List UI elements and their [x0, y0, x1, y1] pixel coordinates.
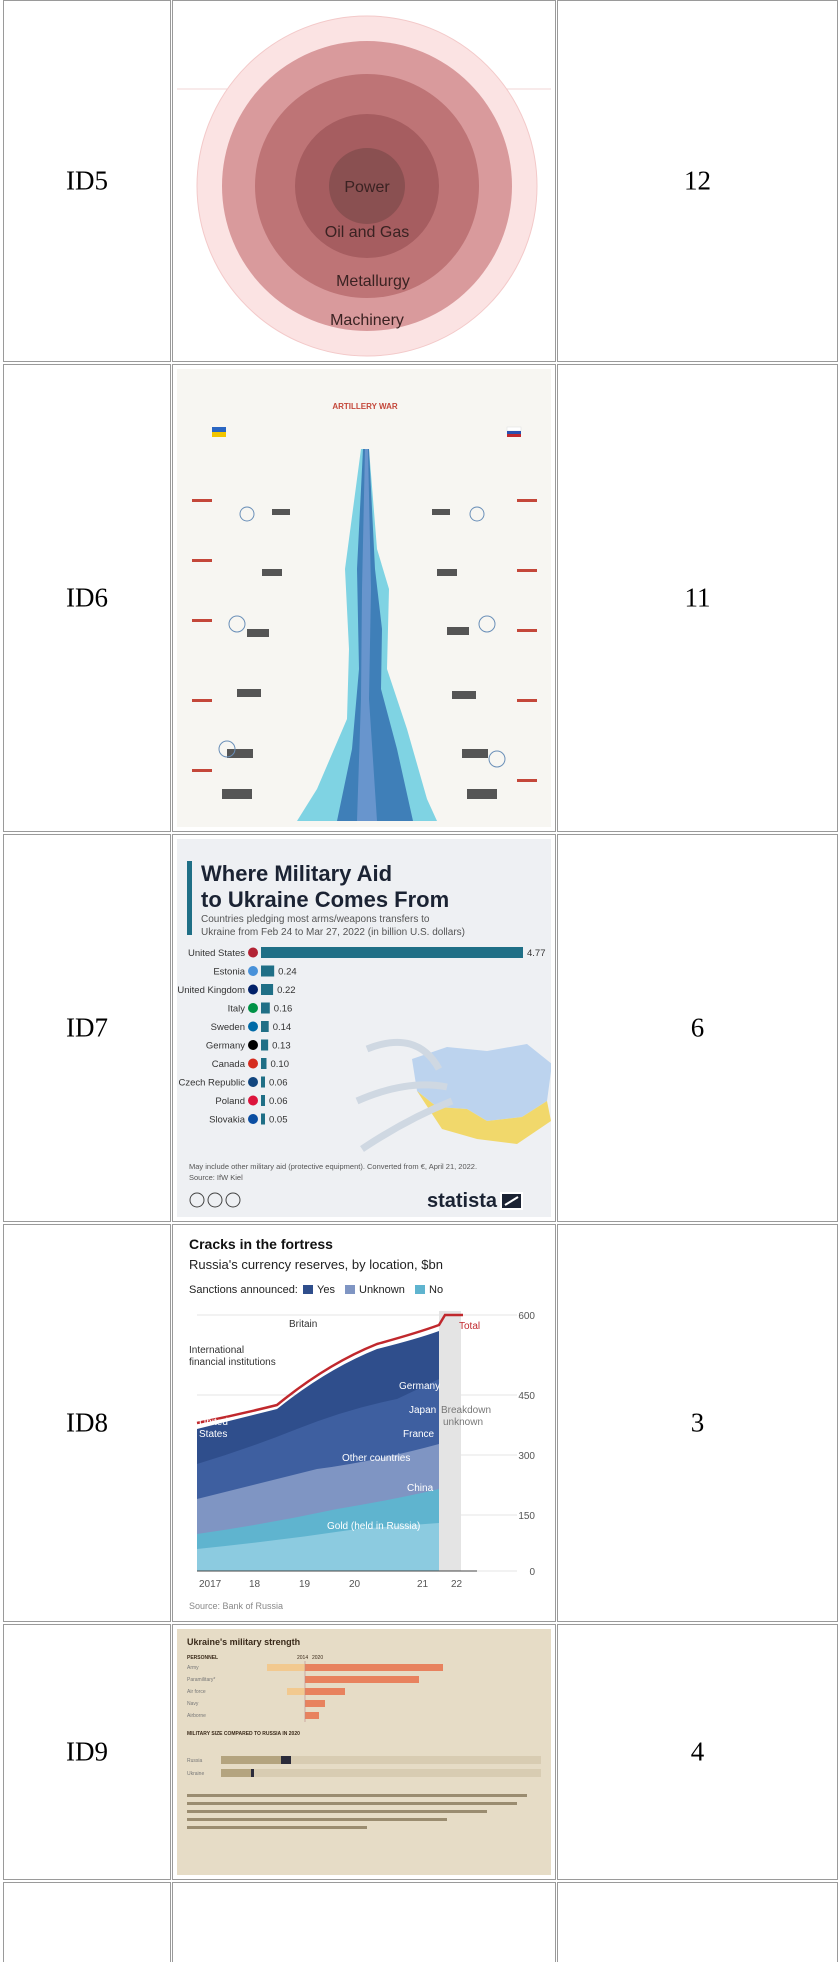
category-label: Airborne — [187, 1713, 206, 1719]
bar-value-label: 0.10 — [270, 1059, 289, 1070]
chart-source: Source: Bank of Russia — [189, 1601, 284, 1611]
infographic-title: ARTILLERY WAR — [332, 402, 398, 411]
bar-category-label: Slovakia — [209, 1114, 245, 1126]
row-id: ID5 — [66, 165, 108, 196]
x-tick: 2017 — [199, 1579, 222, 1590]
id-cell — [3, 1882, 171, 1962]
chart-subtitle: Countries pledging most arms/weapons transfers to — [201, 914, 430, 925]
annotation: United — [199, 1417, 228, 1428]
layer-label: Power — [344, 179, 390, 196]
bar-category-label: Canada — [211, 1059, 245, 1070]
table-row — [0, 1624, 838, 1880]
row-id: ID8 — [66, 1407, 108, 1438]
table-row — [0, 834, 838, 1222]
bar-value-label: 0.06 — [269, 1077, 288, 1089]
flag-icon — [248, 966, 258, 976]
annotation: financial institutions — [189, 1357, 276, 1368]
bar — [261, 1077, 265, 1088]
image-cell — [172, 1882, 556, 1962]
annotation: States — [199, 1429, 228, 1440]
currency-reserves-chart — [177, 1229, 551, 1617]
y-tick: 0 — [529, 1567, 535, 1578]
brand-logo: statista — [426, 1190, 497, 1212]
bar-category-label: Sweden — [210, 1022, 245, 1033]
bar-value-label: 0.14 — [272, 1022, 292, 1033]
bar-value-label: 4.77 — [527, 948, 546, 959]
bar-value-label: 0.13 — [272, 1040, 291, 1052]
bar-value-label: 0.24 — [278, 966, 297, 978]
bar-category-label: Italy — [227, 1003, 245, 1015]
layer-label: Machinery — [330, 312, 404, 329]
bar — [261, 1095, 265, 1106]
count-cell — [557, 1624, 838, 1880]
row-count: 6 — [690, 1012, 705, 1043]
annotation: Breakdown — [441, 1405, 492, 1416]
statista-icon — [501, 1193, 522, 1209]
table-row — [0, 1882, 838, 1951]
compare-label: Ukraine — [187, 1771, 205, 1777]
row-id: ID6 — [66, 582, 108, 613]
flag-icon — [248, 1022, 258, 1032]
x-tick: 20 — [349, 1579, 361, 1590]
legend-item: Unknown — [359, 1284, 405, 1296]
x-tick: 19 — [299, 1579, 311, 1590]
legend-item: No — [429, 1284, 444, 1296]
layer-label: Metallurgy — [336, 273, 410, 290]
count-cell — [557, 364, 838, 832]
id-cell — [3, 834, 171, 1222]
bar — [261, 947, 523, 958]
military-aid-chart — [177, 839, 551, 1217]
chart-title: to Ukraine Comes From — [201, 887, 450, 912]
count-cell — [557, 0, 838, 362]
flag-icon — [248, 1040, 258, 1050]
id-cell — [3, 0, 171, 362]
annotation: International — [189, 1345, 245, 1356]
year-label: 2020 — [312, 1655, 324, 1661]
id-cell — [3, 364, 171, 832]
flag-icon — [248, 985, 258, 995]
bar — [261, 1058, 266, 1069]
id-cell — [3, 1624, 171, 1880]
bar — [261, 1021, 269, 1032]
annotation: China — [407, 1483, 434, 1494]
annotation: Germany — [399, 1381, 441, 1392]
annotation: Gold (held in Russia) — [327, 1521, 421, 1532]
chart-note: May include other military aid (protective equipment). Converted from €, April 21, 2022. — [189, 1162, 478, 1171]
image-cell — [172, 0, 556, 362]
row-count: 3 — [690, 1407, 705, 1438]
bar-value-label: 0.22 — [277, 985, 296, 996]
bar-value-label: 0.06 — [269, 1096, 288, 1107]
category-label: Paramilitary* — [187, 1677, 216, 1683]
annotation: Japan — [409, 1405, 437, 1416]
x-tick: 18 — [249, 1579, 261, 1590]
bar-value-label: 0.16 — [273, 1003, 293, 1015]
row-count: 12 — [684, 165, 711, 196]
y-tick: 600 — [518, 1311, 535, 1322]
y-tick: 150 — [518, 1511, 535, 1522]
category-label: Army — [187, 1665, 199, 1671]
chart-subtitle: Russia's currency reserves, by location, $bn — [189, 1257, 443, 1272]
x-tick: 22 — [451, 1579, 463, 1590]
annotation: Other countries — [342, 1453, 411, 1464]
chart-source: Source: IfW Kiel — [189, 1173, 243, 1182]
section-label: PERSONNEL — [187, 1655, 219, 1661]
layer-label: Oil and Gas — [324, 224, 410, 241]
bar — [261, 984, 273, 995]
count-cell — [557, 1224, 838, 1622]
annotation: France — [403, 1429, 435, 1440]
compare-label: Russia — [187, 1758, 203, 1764]
category-label: Air force — [187, 1689, 206, 1695]
y-tick: 450 — [518, 1391, 535, 1402]
chart-title: Where Military Aid — [201, 861, 393, 886]
bar-category-label: Poland — [215, 1096, 245, 1107]
flag-icon — [248, 1077, 258, 1087]
artillery-war-infographic — [177, 369, 551, 827]
bar-category-label: United Kingdom — [177, 985, 245, 996]
count-cell — [557, 1882, 838, 1962]
row-id: ID7 — [66, 1012, 108, 1043]
table-row — [0, 1224, 838, 1622]
count-cell — [557, 834, 838, 1222]
flag-icon — [248, 948, 258, 958]
bar — [261, 1003, 270, 1014]
row-id: ID9 — [66, 1736, 108, 1767]
legend-item: Yes — [317, 1284, 335, 1296]
flag-icon — [248, 1003, 258, 1013]
flag-icon — [248, 1096, 258, 1106]
year-label: 2014 — [297, 1655, 309, 1661]
bar-category-label: Germany — [205, 1040, 245, 1052]
legend-label: Sanctions announced: — [189, 1284, 298, 1296]
bar-value-label: 0.05 — [269, 1114, 288, 1126]
y-tick: 300 — [518, 1451, 535, 1462]
bar-category-label: United States — [187, 948, 245, 959]
image-cell — [172, 1224, 556, 1622]
chart-subtitle: Ukraine from Feb 24 to Mar 27, 2022 (in billion U.S. dollars) — [201, 927, 466, 938]
image-cell — [172, 364, 556, 832]
bar — [261, 966, 274, 977]
annotation: unknown — [443, 1417, 484, 1428]
image-cell — [172, 1624, 556, 1880]
military-strength-chart — [177, 1629, 551, 1875]
flag-icon — [248, 1114, 258, 1124]
row-count: 11 — [684, 582, 711, 613]
x-tick: 21 — [417, 1579, 429, 1590]
table-row — [0, 0, 838, 362]
bar — [261, 1040, 268, 1051]
chart-title: Cracks in the fortress — [189, 1236, 333, 1252]
concentric-circles-figure — [177, 1, 551, 357]
table-row — [0, 364, 838, 832]
annotation: Total — [459, 1321, 481, 1332]
id-cell — [3, 1224, 171, 1622]
annotation: Britain — [289, 1319, 318, 1330]
category-label: Navy — [187, 1701, 199, 1707]
bar-category-label: Czech Republic — [178, 1077, 245, 1089]
section-label: MILITARY SIZE COMPARED TO RUSSIA IN 2020 — [187, 1731, 300, 1737]
bar — [261, 1114, 265, 1125]
chart-title: Ukraine's military strength — [187, 1637, 301, 1647]
image-cell — [172, 834, 556, 1222]
flag-icon — [248, 1059, 258, 1069]
bar-category-label: Estonia — [213, 966, 245, 978]
row-count: 4 — [690, 1736, 705, 1767]
